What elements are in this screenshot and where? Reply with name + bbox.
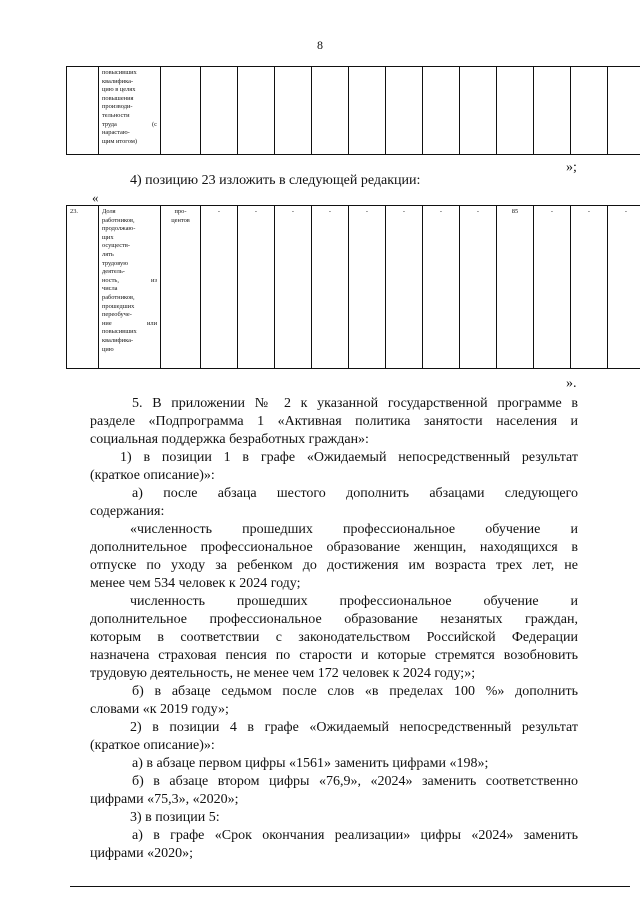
item-4-heading: 4) позицию 23 изложить в следующей редакции:	[130, 173, 421, 188]
opening-quote: «	[92, 190, 99, 205]
label-line: работников,	[102, 216, 135, 224]
paragraph-2b	[90, 773, 578, 809]
text-line: цифрами «2020»;	[90, 846, 194, 861]
label-line: числа	[102, 285, 118, 293]
text-line: 2) в позиции 4 в графе «Ожидаемый непосредственный результат	[130, 720, 578, 735]
paragraph-2a	[90, 755, 578, 773]
text-line: дополнительное профессиональное образование незанятых граждан,	[90, 612, 578, 627]
text-line: (краткое описание)»:	[90, 468, 215, 483]
label-line: повысивших	[102, 328, 137, 336]
table-cell	[312, 67, 349, 155]
label-line: лять	[102, 250, 114, 258]
page-bottom-rule	[70, 886, 630, 887]
table-continuation	[66, 66, 640, 155]
label-line: осуществ-	[102, 242, 130, 250]
paragraph-3a	[90, 827, 578, 863]
table-position-23	[66, 205, 640, 369]
table-cell	[349, 67, 386, 155]
label-line: деятель-	[102, 268, 125, 276]
table-cell	[608, 67, 640, 155]
value-cell: -	[423, 206, 460, 369]
unit-line: про-	[174, 208, 187, 215]
text-line: 3) в позиции 5:	[130, 810, 220, 825]
label-line: цию	[102, 345, 114, 353]
text-line: социальная поддержка безработных граждан»:	[90, 432, 369, 447]
text-line: численность прошедших профессиональное обучение и	[130, 594, 578, 609]
table-cell	[497, 67, 534, 155]
table-cell	[386, 67, 423, 155]
table-cell	[534, 67, 571, 155]
value-cell: -	[275, 206, 312, 369]
label-line: работников,	[102, 293, 135, 301]
closing-quote: ».	[566, 376, 577, 391]
label-line: повышения	[102, 94, 134, 102]
text-line: а) после абзаца шестого дополнить абзацами следующего	[132, 486, 578, 501]
label-line: тельности	[102, 111, 130, 119]
position-label	[99, 206, 161, 369]
label-line: производи-	[102, 103, 133, 111]
label-line: цию в целях	[102, 86, 136, 94]
position-number: 23.	[67, 206, 99, 369]
value-cell: -	[571, 206, 608, 369]
table-cell	[201, 67, 238, 155]
text-line: б) в абзаце седьмом после слов «в пределах 100 %» дополнить	[132, 684, 578, 699]
closing-quote: »;	[566, 160, 577, 175]
label-line: ние или	[102, 319, 157, 327]
page-number: 8	[317, 38, 323, 52]
paragraph-a	[90, 485, 578, 521]
text-line: словами «к 2019 году»;	[90, 702, 229, 717]
paragraph-3	[90, 809, 578, 827]
value-cell: -	[534, 206, 571, 369]
text-line: которым в соответствии с законодательством Российской Федерации	[90, 630, 578, 645]
paragraph-5	[90, 395, 578, 449]
table-cell	[238, 67, 275, 155]
text-line: менее чем 534 человек к 2024 году;	[90, 576, 301, 591]
text-line: назначена страховая пенсия по старости и которые стремятся возобновить	[90, 648, 578, 663]
label-line: переобуче-	[102, 311, 132, 319]
label-line: квалифика-	[102, 336, 134, 344]
value-cell: 85	[497, 206, 534, 369]
label-line: нарастаю-	[102, 129, 130, 137]
table-cell	[275, 67, 312, 155]
label-line: трудовую	[102, 259, 128, 267]
label-line: Доля	[102, 208, 116, 215]
paragraph-1	[90, 449, 578, 485]
text-line: а) в графе «Срок окончания реализации» цифры «2024» заменить	[132, 828, 578, 843]
text-line: 1) в позиции 1 в графе «Ожидаемый непосредственный результат	[120, 450, 578, 465]
paragraph-b	[90, 683, 578, 719]
label-line: щих	[102, 233, 114, 241]
value-cell: -	[349, 206, 386, 369]
label-line: прошедших	[102, 302, 135, 310]
label-line: повысивших	[102, 69, 137, 76]
table-cell	[460, 67, 497, 155]
label-line: труда (с	[102, 120, 157, 128]
value-cell: -	[312, 206, 349, 369]
paragraph-2	[90, 719, 578, 755]
value-cell: -	[386, 206, 423, 369]
value-cell: -	[201, 206, 238, 369]
text-line: трудовую деятельность, не менее чем 172 человек к 2024 году;»;	[90, 666, 476, 681]
text-line: а) в абзаце первом цифры «1561» заменить цифрами «198»;	[132, 756, 489, 771]
text-line: содержания:	[90, 504, 165, 519]
text-line: разделе «Подпрограмма 1 «Активная политика занятости населения и	[90, 414, 578, 429]
paragraph-quote-women	[90, 521, 578, 593]
text-line: отпуске по уходу за ребенком до достижения им возраста трех лет, не	[90, 558, 578, 573]
value-cell: -	[460, 206, 497, 369]
unit-cell	[161, 206, 201, 369]
unit-line: центов	[171, 216, 190, 224]
table-cell-num	[67, 67, 99, 155]
text-line: цифрами «75,3», «2020»;	[90, 792, 239, 807]
label-line: ность, из	[102, 276, 157, 284]
text-line: дополнительное профессиональное образование женщин, находящихся в	[90, 540, 578, 555]
text-line: (краткое описание)»:	[90, 738, 215, 753]
value-cell: -	[238, 206, 275, 369]
text-line: 5. В приложении № 2 к указанной государственной программе в	[132, 396, 578, 411]
label-line: щим итогом)	[102, 137, 138, 145]
label-line: продолжаю-	[102, 225, 136, 233]
table-row-label	[99, 67, 161, 155]
table-cell	[161, 67, 201, 155]
text-line: б) в абзаце втором цифры «76,9», «2024» заменить соответственно	[132, 774, 578, 789]
table-cell	[423, 67, 460, 155]
paragraph-quote-unemployed	[90, 593, 578, 683]
label-line: квалифика-	[102, 77, 134, 85]
text-line: «численность прошедших профессиональное обучение и	[130, 522, 578, 537]
value-cell: -	[608, 206, 640, 369]
table-cell	[571, 67, 608, 155]
